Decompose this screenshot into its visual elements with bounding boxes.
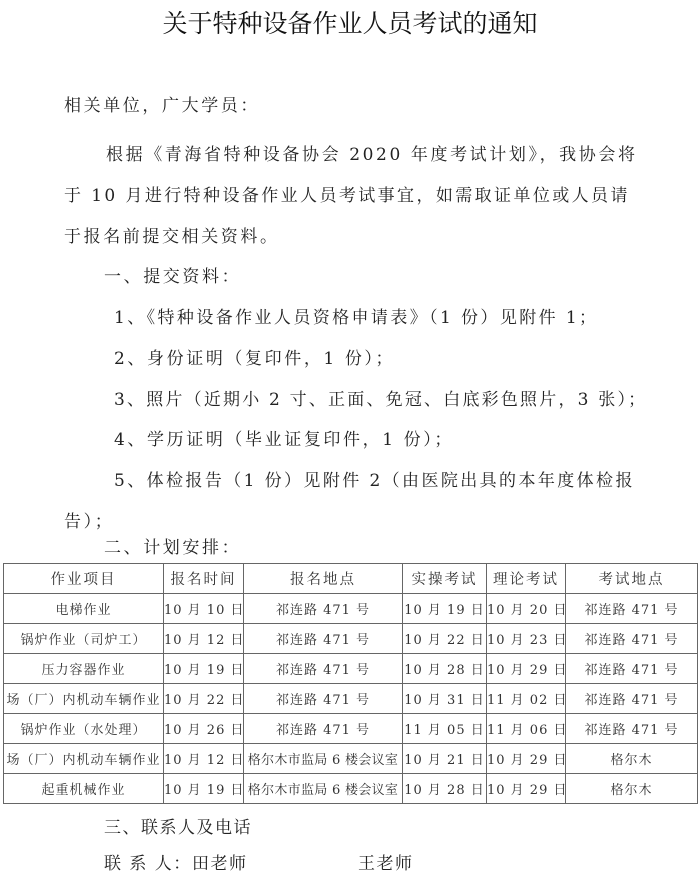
material-item-2: 2、身份证明（复印件，1 份）；	[114, 349, 396, 369]
salutation: 相关单位，广大学员：	[64, 96, 260, 116]
table-row	[4, 774, 698, 804]
cell-signup-time: 10 月 10 日	[164, 594, 244, 624]
table-row	[4, 684, 698, 714]
section3-heading: 三、联系人及电话	[104, 818, 252, 838]
table-row	[4, 624, 698, 654]
cell-signup-location: 格尔木市监局 6 楼会议室	[244, 774, 403, 804]
cell-practical-exam: 10 月 19 日	[403, 594, 487, 624]
cell-theory-exam: 10 月 29 日	[487, 774, 566, 804]
cell-practical-exam: 10 月 21 日	[403, 744, 487, 774]
cell-theory-exam: 10 月 29 日	[487, 654, 566, 684]
cell-signup-location: 格尔木市监局 6 楼会议室	[244, 744, 403, 774]
cell-signup-time: 10 月 12 日	[164, 744, 244, 774]
header-signup-time: 报名时间	[164, 564, 244, 594]
table-row	[4, 594, 698, 624]
cell-signup-time: 10 月 22 日	[164, 684, 244, 714]
cell-exam-location: 祁连路 471 号	[566, 684, 698, 714]
section1-heading: 一、提交资料：	[104, 267, 242, 287]
contact-label: 联 系 人：	[104, 854, 192, 874]
header-signup-location: 报名地点	[244, 564, 403, 594]
cell-signup-location: 祁连路 471 号	[244, 714, 403, 744]
cell-practical-exam: 10 月 28 日	[403, 774, 487, 804]
cell-signup-location: 祁连路 471 号	[244, 594, 403, 624]
cell-theory-exam: 10 月 23 日	[487, 624, 566, 654]
contact-person-2: 王老师	[358, 854, 414, 874]
table-row	[4, 654, 698, 684]
cell-theory-exam: 11 月 06 日	[487, 714, 566, 744]
cell-practical-exam: 10 月 22 日	[403, 624, 487, 654]
cell-signup-location: 祁连路 471 号	[244, 624, 403, 654]
cell-signup-location: 祁连路 471 号	[244, 684, 403, 714]
cell-signup-location: 祁连路 471 号	[244, 654, 403, 684]
intro-line-2: 于 10 月进行特种设备作业人员考试事宜，如需取证单位或人员请	[64, 186, 630, 206]
exam-schedule-table	[3, 563, 698, 804]
cell-theory-exam: 10 月 20 日	[487, 594, 566, 624]
intro-line-3: 于报名前提交相关资料。	[64, 227, 280, 247]
header-job-item: 作业项目	[4, 564, 164, 594]
table-row	[4, 714, 698, 744]
table-header-row	[4, 564, 698, 594]
cell-exam-location: 祁连路 471 号	[566, 624, 698, 654]
cell-theory-exam: 10 月 29 日	[487, 744, 566, 774]
cell-job-item: 压力容器作业	[4, 654, 164, 684]
cell-signup-time: 10 月 19 日	[164, 774, 244, 804]
cell-signup-time: 10 月 26 日	[164, 714, 244, 744]
cell-exam-location: 格尔木	[566, 744, 698, 774]
material-item-5: 5、体检报告（1 份）见附件 2（由医院出具的本年度体检报	[114, 471, 635, 491]
cell-job-item: 起重机械作业	[4, 774, 164, 804]
table-row	[4, 744, 698, 774]
cell-exam-location: 祁连路 471 号	[566, 594, 698, 624]
material-item-5-cont: 告）；	[64, 512, 115, 532]
cell-job-item: 电梯作业	[4, 594, 164, 624]
header-practical-exam: 实操考试	[403, 564, 487, 594]
cell-signup-time: 10 月 12 日	[164, 624, 244, 654]
contact-person-1: 田老师	[192, 854, 248, 874]
cell-signup-time: 10 月 19 日	[164, 654, 244, 684]
material-item-1: 1、《特种设备作业人员资格申请表》（1 份）见附件 1；	[114, 308, 599, 328]
header-theory-exam: 理论考试	[487, 564, 566, 594]
section2-heading: 二、计划安排：	[104, 538, 242, 558]
cell-job-item: 锅炉作业（司炉工）	[4, 624, 164, 654]
material-item-3: 3、照片（近期小 2 寸、正面、免冠、白底彩色照片，3 张）；	[114, 390, 648, 410]
material-item-4: 4、学历证明（毕业证复印件，1 份）；	[114, 430, 454, 450]
cell-practical-exam: 10 月 31 日	[403, 684, 487, 714]
cell-practical-exam: 11 月 05 日	[403, 714, 487, 744]
cell-exam-location: 祁连路 471 号	[566, 714, 698, 744]
cell-exam-location: 祁连路 471 号	[566, 654, 698, 684]
cell-exam-location: 格尔木	[566, 774, 698, 804]
intro-line-1: 根据《青海省特种设备协会 2020 年度考试计划》，我协会将	[106, 145, 638, 165]
cell-practical-exam: 10 月 28 日	[403, 654, 487, 684]
cell-job-item: 场（厂）内机动车辆作业	[4, 744, 164, 774]
cell-job-item: 场（厂）内机动车辆作业	[4, 684, 164, 714]
cell-job-item: 锅炉作业（水处理）	[4, 714, 164, 744]
cell-theory-exam: 11 月 02 日	[487, 684, 566, 714]
header-exam-location: 考试地点	[566, 564, 698, 594]
notice-title: 关于特种设备作业人员考试的通知	[162, 9, 538, 38]
